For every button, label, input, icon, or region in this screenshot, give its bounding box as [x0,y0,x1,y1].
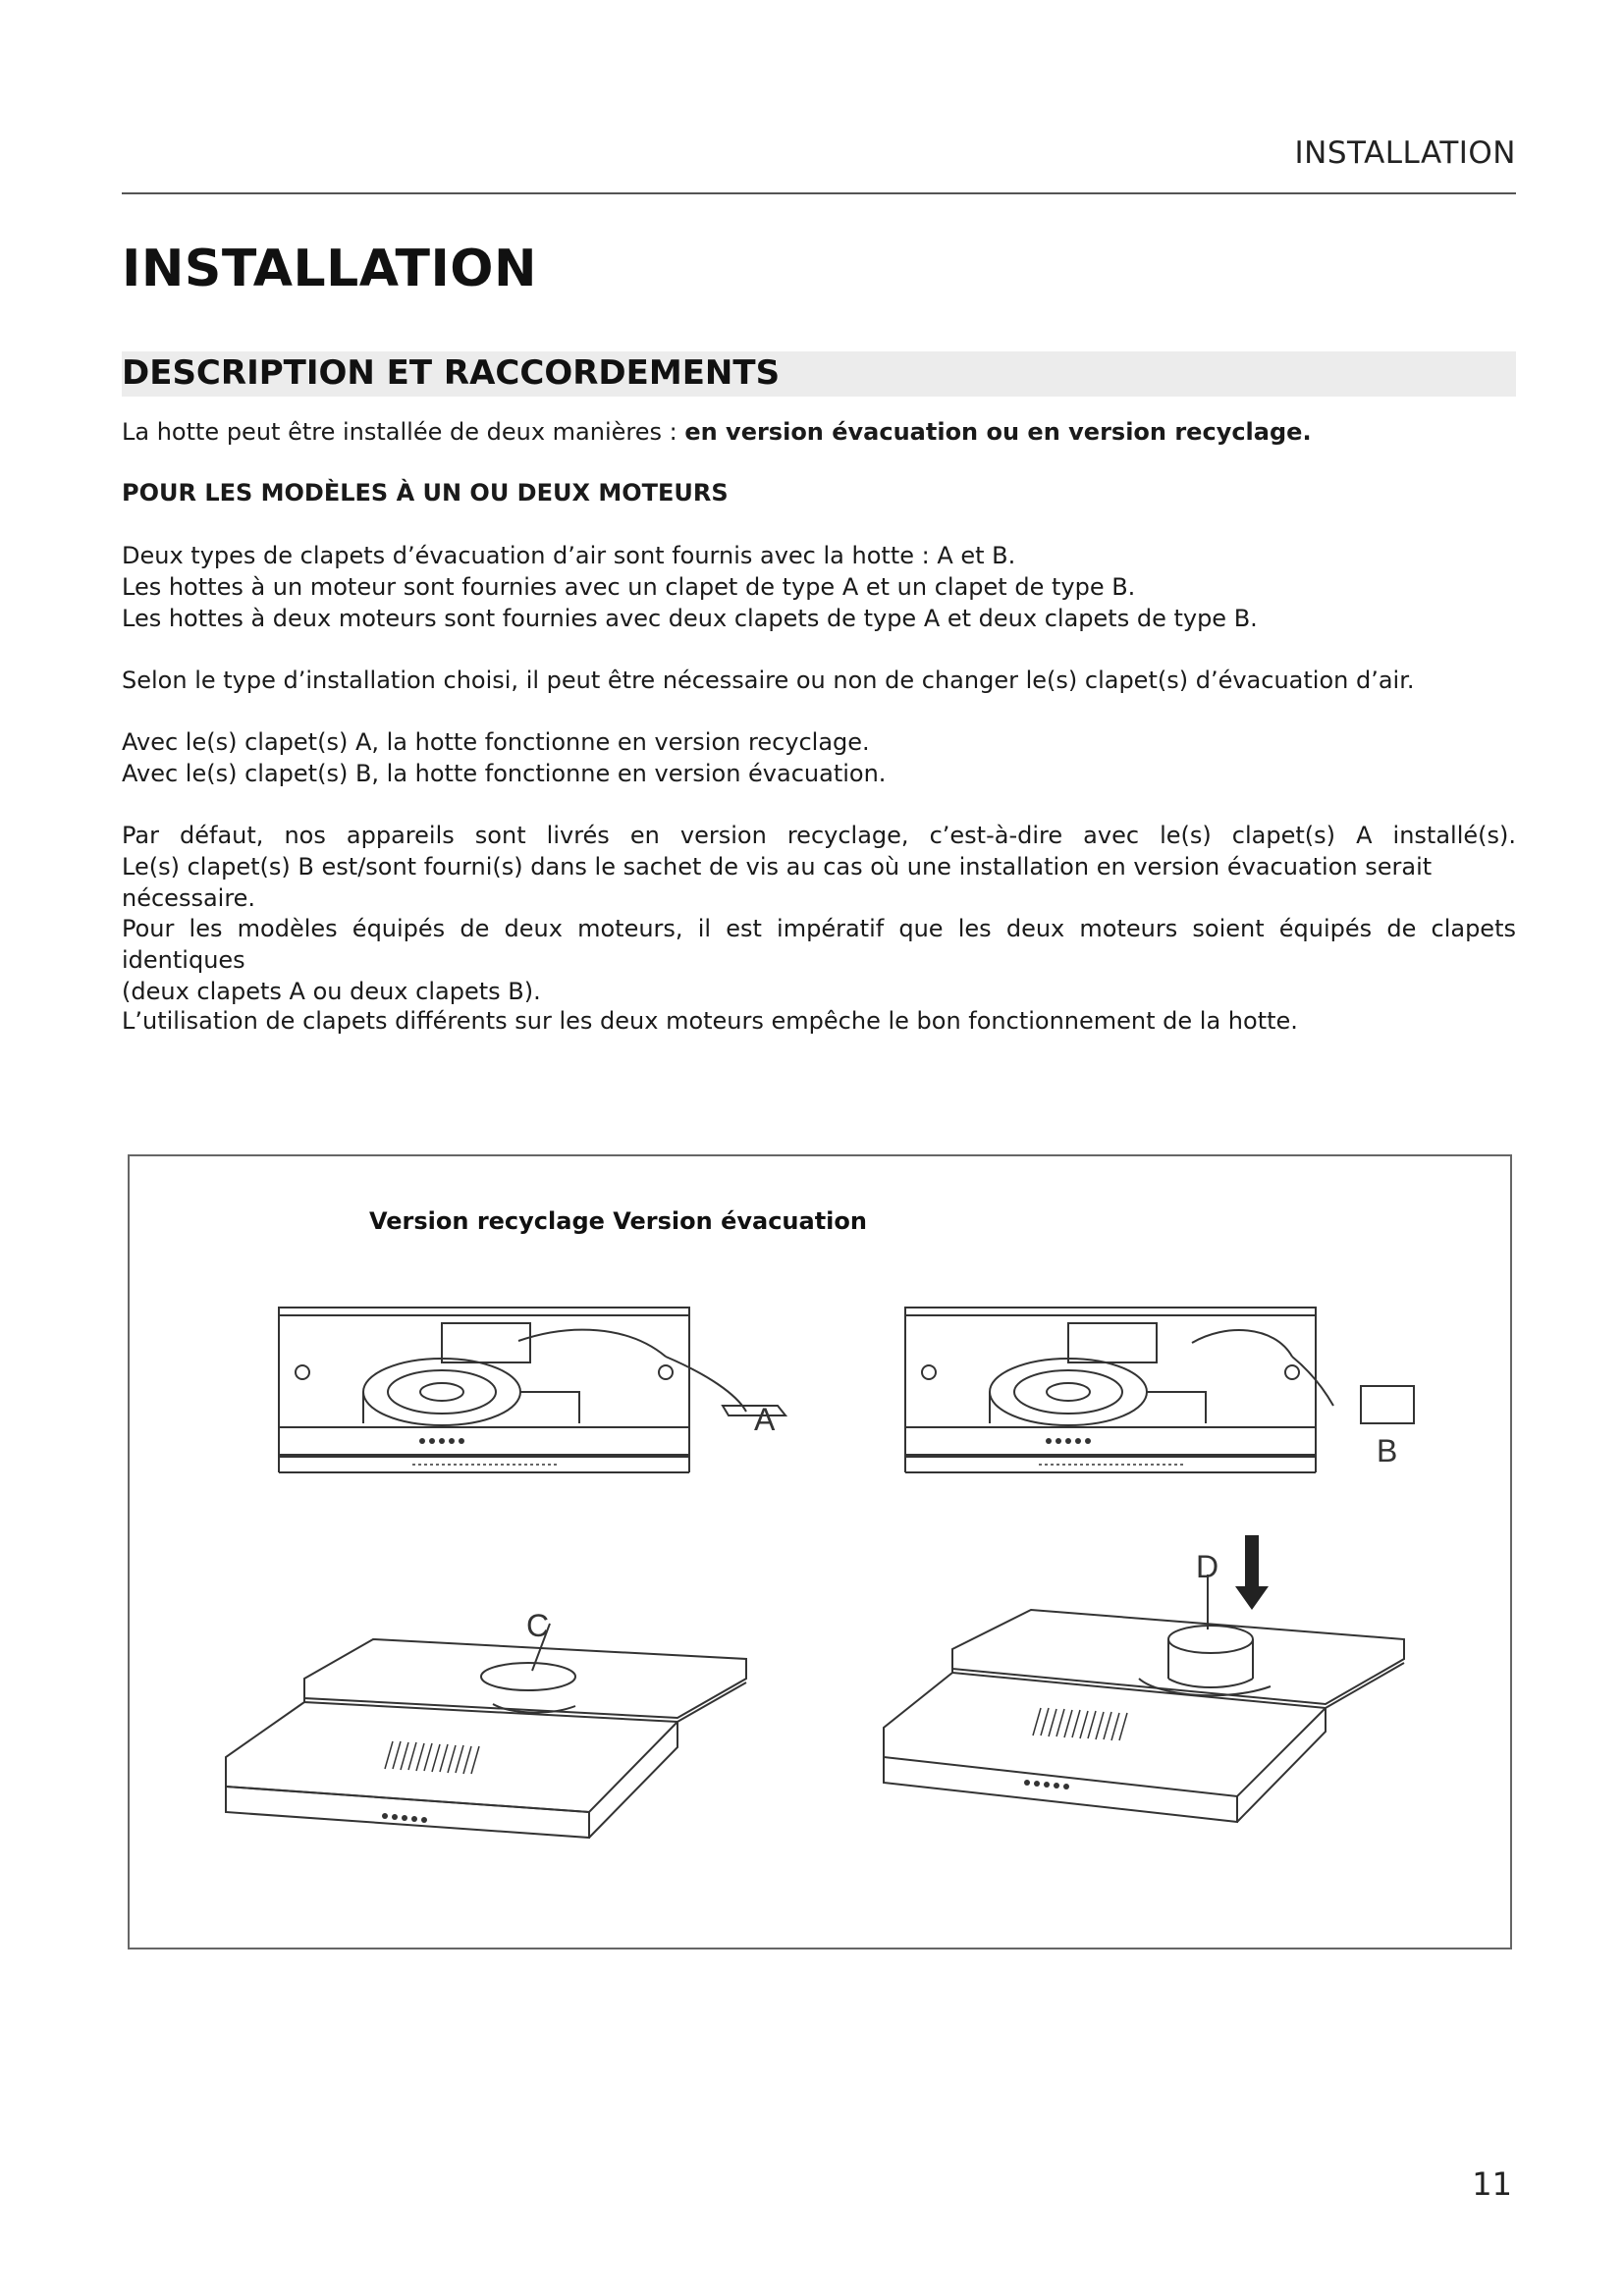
damper-label-b: B [1377,1433,1398,1468]
subheading-models: POUR LES MODÈLES À UN OU DEUX MOTEURS [122,479,729,507]
section-heading: DESCRIPTION ET RACCORDEMENTS [122,353,781,393]
intro-bold-text: en version évacuation ou en version recyclage. [684,418,1312,446]
types-line-3: Les hottes à deux moteurs sont fournies avec deux clapets de type A et deux clapets de type B. [122,605,1258,632]
types-line-2: Les hottes à un moteur sont fournies avec un clapet de type A et un clapet de type B. [122,573,1136,601]
outlet-label-c: C [526,1608,550,1643]
outlet-label-d: D [1196,1549,1219,1584]
damper-label-a: A [754,1402,776,1437]
header-rule [122,192,1516,194]
avec-line-2: Avec le(s) clapet(s) B, la hotte fonctionne en version évacuation. [122,760,887,787]
types-line-1: Deux types de clapets d’évacuation d’air sont fournis avec la hotte : A et B. [122,542,1016,569]
warning-paragraph: L’utilisation de clapets différents sur les deux moteurs empêche le bon fonctionnement de la hotte. [122,1007,1298,1035]
defaut-paragraph [122,820,1516,914]
hood-exterior-recycling-illustration [216,1620,766,1885]
intro-paragraph [122,416,1516,448]
two-motor-paragraph [122,913,1516,1007]
hood-interior-recycling-illustration [275,1296,825,1492]
defaut-line-2: Le(s) clapet(s) B est/sont fourni(s) dans le sachet de vis au cas où une installation en version évacuation serait nécessaire. [122,853,1433,912]
avec-paragraph [122,726,1516,789]
intro-text: La hotte peut être installée de deux manières : [122,418,685,446]
two-motor-line-2: (deux clapets A ou deux clapets B). [122,978,541,1005]
hood-interior-evacuation-illustration [901,1296,1451,1492]
selon-paragraph: Selon le type d’installation choisi, il peut être nécessaire ou non de changer le(s) clapet(s) d’évacuation d’air. [122,667,1415,694]
running-header: INSTALLATION [1294,135,1516,171]
avec-line-1: Avec le(s) clapet(s) A, la hotte fonctionne en version recyclage. [122,728,870,756]
two-motor-line-1: Pour les modèles équipés de deux moteurs, il est impératif que les deux moteurs soient équipés de clapets identiques [122,915,1516,974]
types-paragraph [122,540,1516,634]
defaut-line-1: Par défaut, nos appareils sont livrés en version recyclage, c’est-à-dire avec le(s) clapet(s) A installé(s). [122,822,1516,849]
figure-caption: Version recyclage Version évacuation [369,1207,867,1235]
page-number: 11 [1472,2165,1512,2203]
hood-exterior-evacuation-illustration [874,1531,1424,1885]
page-title: INSTALLATION [122,240,538,298]
